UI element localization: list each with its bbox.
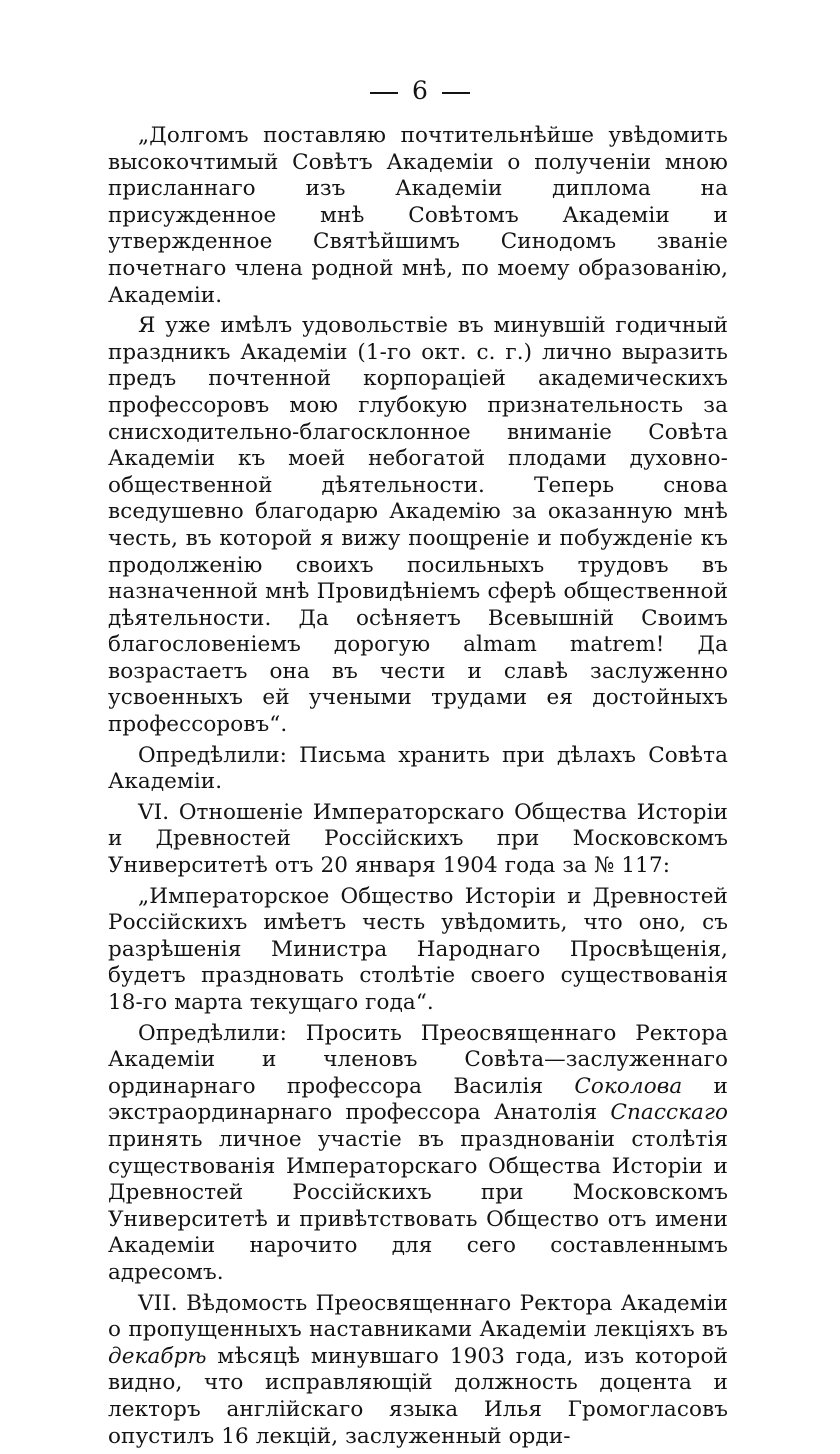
header-dash-right xyxy=(442,92,470,94)
italic-name: декабрѣ xyxy=(108,1343,207,1369)
text-run: VI. Отношеніе Императорскаго Общества Исторіи и Древностей Россійскихъ при Московскомъ Университетѣ отъ 20 января 1904 года за № 117: xyxy=(108,799,728,879)
paragraph-resolution-1 xyxy=(108,743,728,796)
paragraph-letter-close xyxy=(108,123,728,309)
text-run: Я уже имѣлъ удовольствіе въ минувшій годичный праздникъ Академіи (1-го окт. с. г.) лично выразить предъ почтенной корпораціей академическихъ профессоровъ мою глубокую признательность за снисходительно-благосклонное вниманіе Совѣта Академіи къ моей небогатой плодами духовно-общественной дѣятельности. Теперь снова вседушевно благодарю Академію за оказанную мнѣ честь, въ которой я вижу поощреніе и побужденіе къ продолженію своихъ посильныхъ трудовъ въ назначенной мнѣ Провидѣніемъ сферѣ общественной дѣятельности. Да осѣняетъ Всевышній Своимъ благословеніемъ дорогую almam matrem! Да возрастаетъ она въ чести и славѣ заслуженно усвоенныхъ ей учеными трудами ея достойныхъ профессоровъ“. xyxy=(108,313,728,738)
text-run: мѣсяцѣ минувшаго 1903 года, изъ которой видно, что исправляющій должность доцента и лекторъ англійскаго языка Илья Громогласовъ опустилъ 16 лекцій, заслуженный орди- xyxy=(108,1343,728,1449)
text-run: принять личное участіе въ празднованіи столѣтія существованія Императорскаго Общества Исторіи и Древностей Россійскихъ при Московскомъ Университетѣ и привѣтствовать Общество отъ имени Академіи нарочито для сего составленнымъ адресомъ. xyxy=(108,1126,728,1285)
text-run: „Долгомъ поставляю почтительнѣйше увѣдомить высокочтимый Совѣтъ Академіи о полученіи мною присланнаго изъ Академіи диплома на присужденное мнѣ Совѣтомъ Академіи и утвержденное Святѣйшимъ Синодомъ званіе почетнаго члена родной мнѣ, по моему образованію, Академіи. xyxy=(108,123,728,308)
paragraph-society-quote xyxy=(108,884,728,1017)
page-header xyxy=(0,76,840,106)
text-run: и экстраординарнаго профессора Анатолія xyxy=(108,1073,728,1126)
italic-name: Соколова xyxy=(574,1073,683,1099)
paragraph-letter-body xyxy=(108,313,728,739)
text-run: Опредѣлили: Письма хранить при дѣлахъ Совѣта Академіи. xyxy=(108,742,728,795)
text-run: „Императорское Общество Исторіи и Древностей Россійскихъ имѣетъ честь увѣдомить, что оно, съ разрѣшенія Министра Народнаго Просвѣщенія, будетъ праздновать столѣтіе своего существованія 18-го марта текущаго года“. xyxy=(108,883,728,1015)
paragraph-item-vi xyxy=(108,800,728,880)
paragraph-resolution-2 xyxy=(108,1021,728,1287)
text-run: Опредѣлили: Просить Преосвященнаго Ректора Академіи и членовъ Совѣта—заслуженнаго ординарнаго профессора Василія xyxy=(108,1020,728,1099)
body-text xyxy=(108,123,728,1454)
paragraph-item-vii xyxy=(108,1291,728,1451)
header-dash-left xyxy=(370,92,398,94)
italic-name: Спасскаго xyxy=(610,1100,728,1126)
text-run: VII. Вѣдомость Преосвященнаго Ректора Академіи о пропущенныхъ наставниками Академіи лекціяхъ въ xyxy=(108,1290,728,1343)
page-number: 6 xyxy=(412,76,428,105)
